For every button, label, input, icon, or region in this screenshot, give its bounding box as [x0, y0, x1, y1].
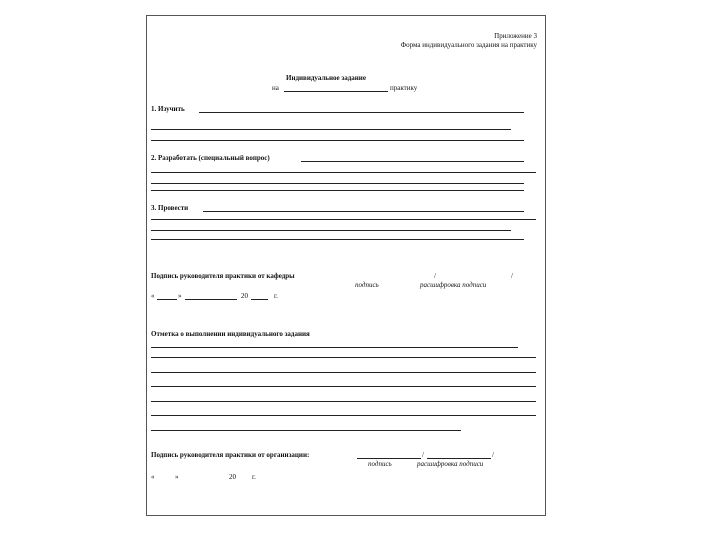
completion-label: Отметка о выполнении индивидуального задания [151, 330, 310, 338]
completion-line [151, 401, 536, 402]
dept-day-line [157, 299, 177, 300]
dept-slash-1: / [434, 272, 436, 280]
develop-line [151, 183, 524, 184]
org-signature-label: Подпись руководителя практики от организации: [151, 451, 310, 459]
section-study-label: 1. Изучить [151, 105, 185, 113]
completion-line [151, 430, 461, 431]
dept-slash-2: / [511, 272, 513, 280]
org-sign-caption: подпись [368, 460, 392, 468]
section-develop-label: 2. Разработать (специальный вопрос) [151, 154, 270, 162]
conduct-line [151, 230, 511, 231]
org-year-suffix: г. [252, 473, 256, 481]
dept-year: 20 [241, 292, 248, 300]
dept-decode-caption: расшифровка подписи [420, 281, 487, 289]
org-decode-caption: расшифровка подписи [417, 460, 484, 468]
org-date-open: « [151, 473, 155, 481]
org-decode-line [427, 458, 491, 459]
title-practice: практику [390, 84, 418, 92]
org-sign-line [357, 458, 421, 459]
practice-type-line [284, 91, 388, 92]
section-conduct-label: 3. Провести [151, 204, 189, 212]
develop-line [151, 172, 536, 173]
completion-line [151, 415, 536, 416]
org-date-mid: » [175, 473, 179, 481]
document-page [146, 15, 546, 516]
study-line [151, 140, 524, 141]
dept-year-suffix: г. [274, 292, 278, 300]
study-line [151, 129, 511, 130]
develop-line [151, 190, 524, 191]
org-slash-2: / [492, 451, 494, 459]
completion-line [151, 347, 518, 348]
org-slash-1: / [422, 451, 424, 459]
conduct-line [203, 211, 524, 212]
dept-signature-label: Подпись руководителя практики от кафедры [151, 272, 295, 280]
completion-line [151, 372, 536, 373]
dept-year-line [251, 299, 268, 300]
completion-line [151, 386, 536, 387]
conduct-line [151, 219, 536, 220]
develop-line [301, 161, 524, 162]
dept-month-line [185, 299, 237, 300]
completion-line [151, 357, 536, 358]
dept-date-mid: » [178, 292, 182, 300]
form-title: Форма индивидуального задания на практику [400, 41, 537, 49]
document-title: Индивидуальное задание [286, 74, 366, 82]
title-on: на [272, 84, 279, 92]
dept-date-open: « [151, 292, 155, 300]
study-line [199, 112, 524, 113]
org-year: 20 [229, 473, 236, 481]
appendix-label: Приложение 3 [494, 32, 537, 40]
dept-sign-caption: подпись [355, 281, 379, 289]
conduct-line [151, 239, 524, 240]
